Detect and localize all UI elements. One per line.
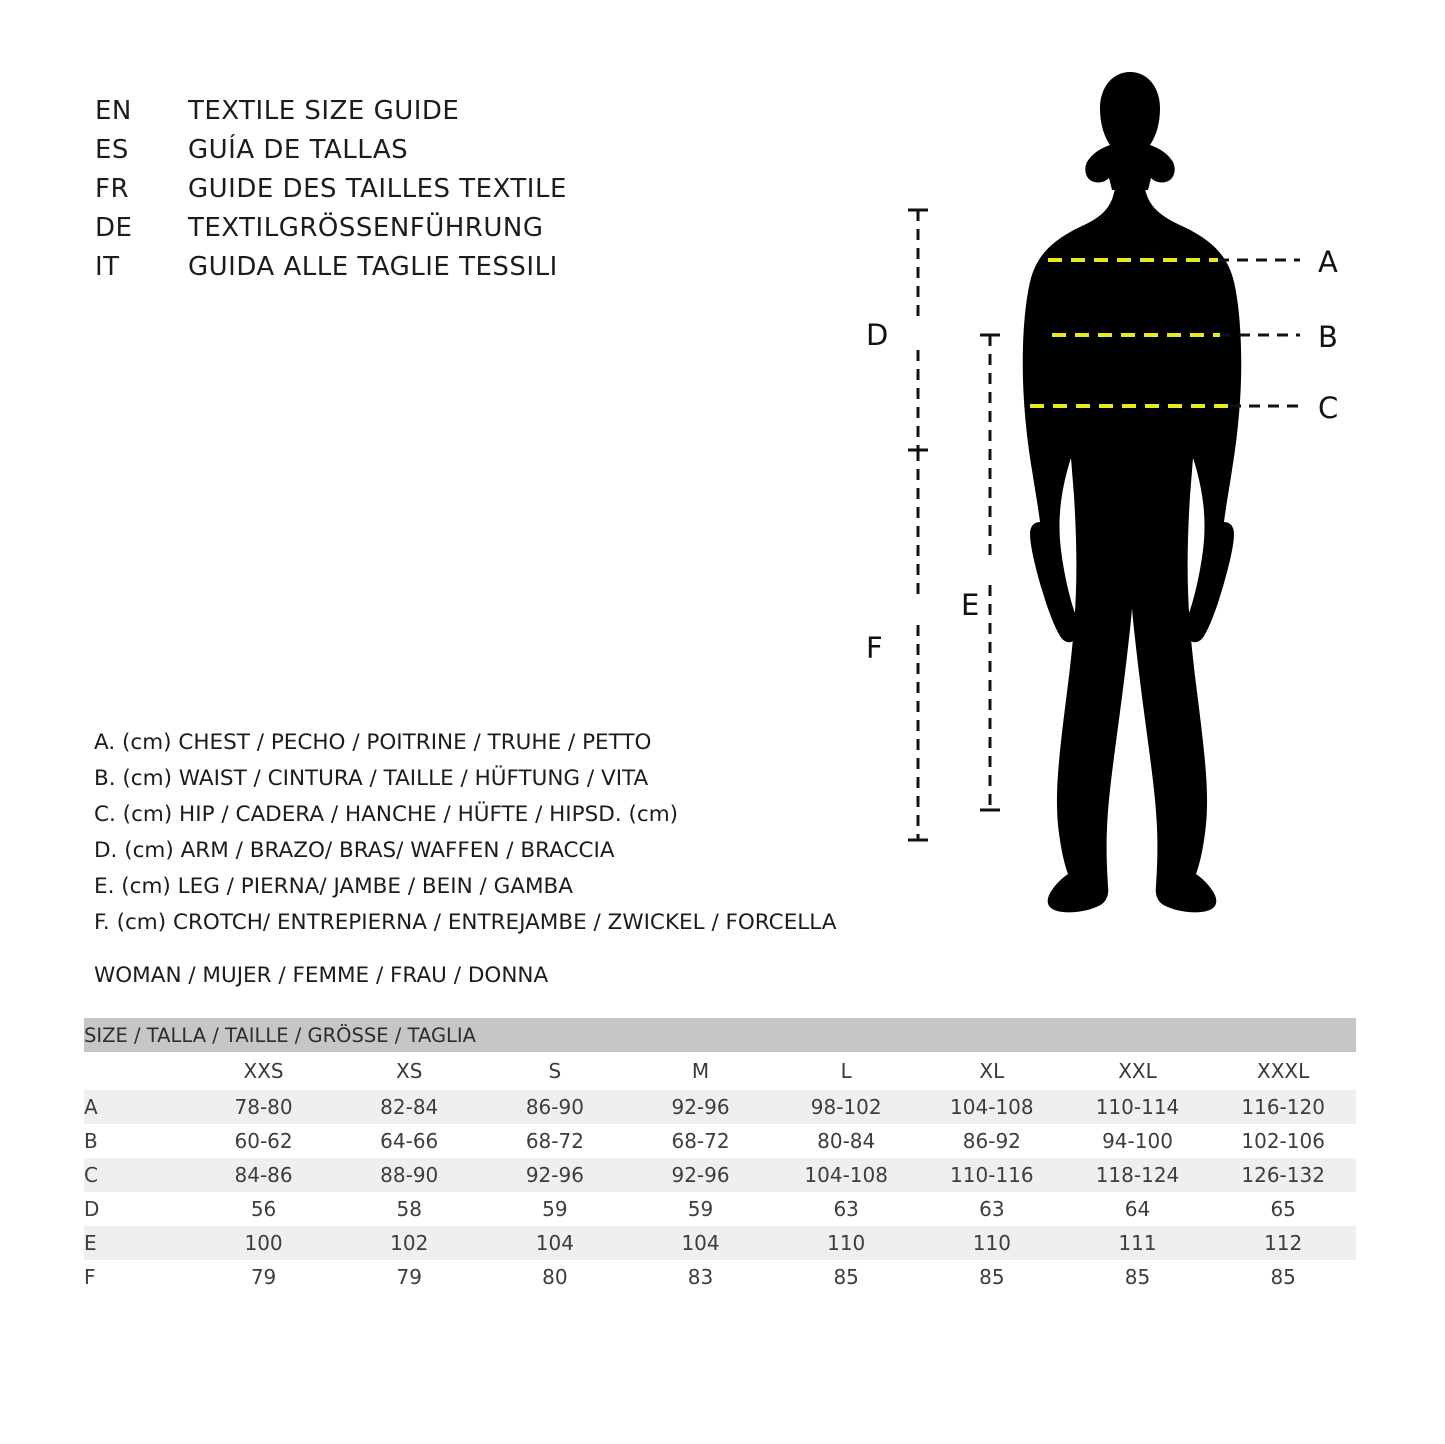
column-header-xxs: XXS [243, 1059, 284, 1083]
cell-a-xxl: 110-114 [1065, 1090, 1211, 1124]
legend-item-e: E. (cm) LEG / PIERNA/ JAMBE / BEIN / GAMBA [94, 874, 573, 899]
title-block [95, 92, 715, 287]
cell-a-m: 92-96 [628, 1090, 774, 1124]
title-lang-en: EN [95, 96, 132, 126]
column-header-xs: XS [396, 1059, 423, 1083]
table-columns-row [84, 1052, 1356, 1090]
cell-d-xl: 63 [919, 1192, 1065, 1226]
cell-e-xxs: 100 [191, 1226, 337, 1260]
title-row-fr [95, 170, 715, 209]
title-row-it [95, 248, 715, 287]
cell-b-xxxl: 102-106 [1210, 1124, 1356, 1158]
legend-item-b: B. (cm) WAIST / CINTURA / TAILLE / HÜFTUNG / VITA [94, 766, 649, 791]
cell-c-s: 92-96 [482, 1158, 628, 1192]
title-text-es: GUÍA DE TALLAS [188, 135, 409, 165]
title-row-es [95, 131, 715, 170]
legend-item-d: D. (cm) ARM / BRAZO/ BRAS/ WAFFEN / BRACCIA [94, 838, 615, 863]
title-text-de: TEXTILGRÖSSENFÜHRUNG [188, 213, 544, 243]
marker-label-c: C [1318, 391, 1339, 425]
title-text-it: GUIDA ALLE TAGLIE TESSILI [188, 252, 558, 282]
title-lang-it: IT [95, 252, 120, 282]
title-lang-es: ES [95, 135, 129, 165]
cell-e-m: 104 [628, 1226, 774, 1260]
cell-e-xs: 102 [336, 1226, 482, 1260]
cell-c-xxxl: 126-132 [1210, 1158, 1356, 1192]
cell-c-xxl: 118-124 [1065, 1158, 1211, 1192]
table-row [84, 1260, 1356, 1294]
cell-b-xs: 64-66 [336, 1124, 482, 1158]
table-row [84, 1226, 1356, 1260]
table-row [84, 1192, 1356, 1226]
cell-a-xxs: 78-80 [191, 1090, 337, 1124]
row-label-d: D [84, 1192, 191, 1226]
title-row-de [95, 209, 715, 248]
table-row [84, 1124, 1356, 1158]
legend-item-c: C. (cm) HIP / CADERA / HANCHE / HÜFTE / HIPSD. (cm) [94, 802, 679, 827]
table-header-label: SIZE / TALLA / TAILLE / GRÖSSE / TAGLIA [84, 1018, 1356, 1052]
row-label-e: E [84, 1226, 191, 1260]
marker-label-e: E [961, 588, 980, 622]
cell-b-xl: 86-92 [919, 1124, 1065, 1158]
title-lang-de: DE [95, 213, 133, 243]
row-label-c: C [84, 1158, 191, 1192]
cell-c-xl: 110-116 [919, 1158, 1065, 1192]
cell-d-l: 63 [773, 1192, 919, 1226]
marker-label-f: F [866, 631, 883, 665]
cell-b-xxs: 60-62 [191, 1124, 337, 1158]
bracket-e [980, 335, 1000, 810]
cell-e-xxl: 111 [1065, 1226, 1211, 1260]
woman-silhouette [1023, 72, 1241, 912]
cell-b-l: 80-84 [773, 1124, 919, 1158]
cell-a-s: 86-90 [482, 1090, 628, 1124]
cell-f-m: 83 [628, 1260, 774, 1294]
column-header-blank [84, 1052, 191, 1090]
cell-c-l: 104-108 [773, 1158, 919, 1192]
legend-item-f: F. (cm) CROTCH/ ENTREPIERNA / ENTREJAMBE / ZWICKEL / FORCELLA [94, 910, 837, 935]
cell-d-xxl: 64 [1065, 1192, 1211, 1226]
column-header-m: M [691, 1059, 710, 1083]
cell-e-s: 104 [482, 1226, 628, 1260]
cell-c-m: 92-96 [628, 1158, 774, 1192]
bracket-d [908, 210, 928, 450]
cell-d-m: 59 [628, 1192, 774, 1226]
gender-label: WOMAN / MUJER / FEMME / FRAU / DONNA [94, 963, 549, 988]
title-lang-fr: FR [95, 174, 130, 204]
cell-a-xxxl: 116-120 [1210, 1090, 1356, 1124]
cell-b-xxl: 94-100 [1065, 1124, 1211, 1158]
cell-d-xxs: 56 [191, 1192, 337, 1226]
cell-e-l: 110 [773, 1226, 919, 1260]
cell-f-xxxl: 85 [1210, 1260, 1356, 1294]
cell-d-xxxl: 65 [1210, 1192, 1356, 1226]
column-header-l: L [840, 1059, 852, 1083]
marker-label-d: D [866, 318, 889, 352]
marker-label-b: B [1318, 320, 1338, 354]
title-text-en: TEXTILE SIZE GUIDE [188, 96, 460, 126]
column-header-xl: XL [979, 1059, 1005, 1083]
cell-b-m: 68-72 [628, 1124, 774, 1158]
cell-d-s: 59 [482, 1192, 628, 1226]
legend-block [94, 725, 914, 941]
cell-a-l: 98-102 [773, 1090, 919, 1124]
row-label-a: A [84, 1090, 191, 1124]
cell-c-xs: 88-90 [336, 1158, 482, 1192]
cell-f-xxs: 79 [191, 1260, 337, 1294]
cell-f-l: 85 [773, 1260, 919, 1294]
column-header-s: S [548, 1059, 562, 1083]
size-table [84, 1018, 1356, 1294]
column-header-xxxl: XXXL [1257, 1059, 1310, 1083]
table-header-row [84, 1018, 1356, 1052]
cell-f-xxl: 85 [1065, 1260, 1211, 1294]
cell-f-xs: 79 [336, 1260, 482, 1294]
title-row-en [95, 92, 715, 131]
cell-f-s: 80 [482, 1260, 628, 1294]
row-label-f: F [84, 1260, 191, 1294]
title-text-fr: GUIDE DES TAILLES TEXTILE [188, 174, 567, 204]
table-row [84, 1158, 1356, 1192]
marker-label-a: A [1318, 245, 1338, 279]
cell-a-xl: 104-108 [919, 1090, 1065, 1124]
cell-e-xl: 110 [919, 1226, 1065, 1260]
cell-c-xxs: 84-86 [191, 1158, 337, 1192]
cell-d-xs: 58 [336, 1192, 482, 1226]
measurement-figure [830, 50, 1390, 950]
cell-a-xs: 82-84 [336, 1090, 482, 1124]
cell-e-xxxl: 112 [1210, 1226, 1356, 1260]
table-row [84, 1090, 1356, 1124]
column-header-xxl: XXL [1118, 1059, 1157, 1083]
row-label-b: B [84, 1124, 191, 1158]
cell-b-s: 68-72 [482, 1124, 628, 1158]
cell-f-xl: 85 [919, 1260, 1065, 1294]
legend-item-a: A. (cm) CHEST / PECHO / POITRINE / TRUHE / PETTO [94, 730, 652, 755]
